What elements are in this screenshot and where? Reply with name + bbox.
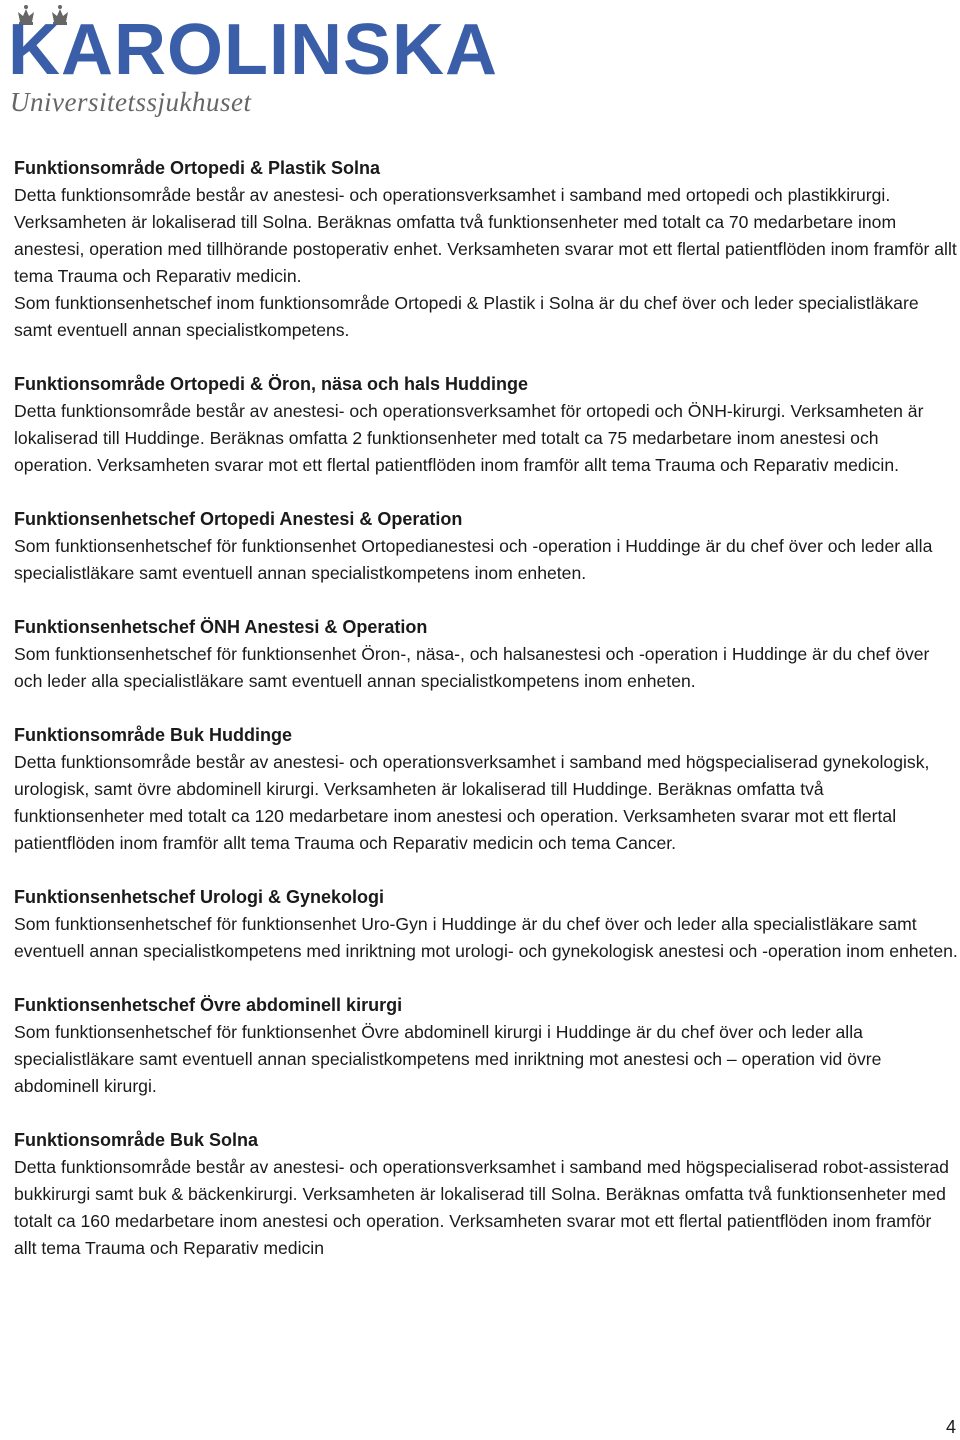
section-paragraph: Som funktionsenhetschef för funktionsenhet Uro-Gyn i Huddinge är du chef över och leder alla specialistläkare samt eventuell annan specialistkompetens med inriktning mot urologi- och gynekologisk anestesi och -operation inom enheten.	[14, 914, 958, 961]
section-buk-solna	[14, 1127, 958, 1262]
section-paragraph: Detta funktionsområde består av anestesi- och operationsverksamhet för ortopedi och ÖNH-kirurgi. Verksamheten är lokaliserad till Huddinge. Beräknas omfatta 2 funktionsenheter med totalt ca 75 medarbetare inom anestesi och operation. Verksamheten svarar mot ett flertal patientflöden inom framför allt tema Trauma och Reparativ medicin.	[14, 401, 924, 475]
section-heading: Funktionsområde Buk Solna	[14, 1130, 259, 1150]
karolinska-logo	[6, 4, 498, 120]
page-number: 4	[945, 1417, 956, 1437]
section-paragraph: Som funktionsenhetschef för funktionsenhet Öron-, näsa-, och halsanestesi och -operation i Huddinge är du chef över och leder alla specialistläkare samt eventuell annan specialistkompetens inom enheten.	[14, 644, 930, 691]
section-ortopedi-onh-huddinge	[14, 371, 958, 479]
section-onh-anestesi-operation	[14, 614, 958, 695]
section-heading: Funktionsområde Ortopedi & Plastik Solna	[14, 158, 381, 178]
section-heading: Funktionsområde Buk Huddinge	[14, 725, 293, 745]
section-urologi-gynekologi	[14, 884, 958, 965]
section-ovre-abdominell-kirurgi	[14, 992, 958, 1100]
section-paragraph: Som funktionsenhetschef för funktionsenhet Ortopedianestesi och -operation i Huddinge är du chef över och leder alla specialistläkare samt eventuell annan specialistkompetens inom enheten.	[14, 536, 933, 583]
section-ortopedi-anestesi-operation	[14, 506, 958, 587]
section-heading: Funktionsområde Ortopedi & Öron, näsa och hals Huddinge	[14, 374, 529, 394]
section-heading: Funktionsenhetschef ÖNH Anestesi & Operation	[14, 617, 428, 637]
section-paragraph: Som funktionsenhetschef för funktionsenhet Övre abdominell kirurgi i Huddinge är du chef över och leder alla specialistläkare samt eventuell annan specialistkompetens med inriktning mot anestesi och – operation vid övre abdominell kirurgi.	[14, 1022, 882, 1096]
section-buk-huddinge	[14, 722, 958, 857]
logo-wordmark: KAROLINSKA	[8, 10, 498, 90]
section-heading: Funktionsenhetschef Övre abdominell kirurgi	[14, 995, 403, 1015]
section-paragraph: Detta funktionsområde består av anestesi- och operationsverksamhet i samband med högspecialiserad gynekologisk, urologisk, samt övre abdominell kirurgi. Verksamheten är lokaliserad till Huddinge. Beräknas omfatta två funktionsenheter med totalt ca 120 medarbetare inom anestesi och operation. Verksamheten svarar mot ett flertal patientflöden inom framför allt tema Trauma och Reparativ medicin och tema Cancer.	[14, 752, 930, 853]
section-paragraph: Detta funktionsområde består av anestesi- och operationsverksamhet i samband med ortopedi och plastikkirurgi. Verksamheten är lokaliserad till Solna. Beräknas omfatta två funktionsenheter med totalt ca 70 medarbetare inom anestesi, operation med tillhörande postoperativ enhet. Verksamheten svarar mot ett flertal patientflöden inom framför allt tema Trauma och Reparativ medicin.	[14, 185, 957, 286]
logo-subline: Universitetssjukhuset	[10, 87, 252, 117]
section-heading: Funktionsenhetschef Urologi & Gynekologi	[14, 887, 385, 907]
section-paragraph: Detta funktionsområde består av anestesi- och operationsverksamhet i samband med högspecialiserad robot-assisterad bukkirurgi samt buk & bäckenkirurgi. Verksamheten är lokaliserad till Solna. Beräknas omfatta två funktionsenheter med totalt ca 160 medarbetare inom anestesi och operation. Verksamheten svarar mot ett flertal patientflöden inom framför allt tema Trauma och Reparativ medicin	[14, 1157, 949, 1258]
section-ortopedi-plastik-solna	[14, 155, 958, 344]
section-paragraph: Som funktionsenhetschef inom funktionsområde Ortopedi & Plastik i Solna är du chef över och leder specialistläkare samt eventuell annan specialistkompetens.	[14, 293, 919, 340]
document-body	[14, 155, 958, 1289]
section-heading: Funktionsenhetschef Ortopedi Anestesi & Operation	[14, 509, 463, 529]
